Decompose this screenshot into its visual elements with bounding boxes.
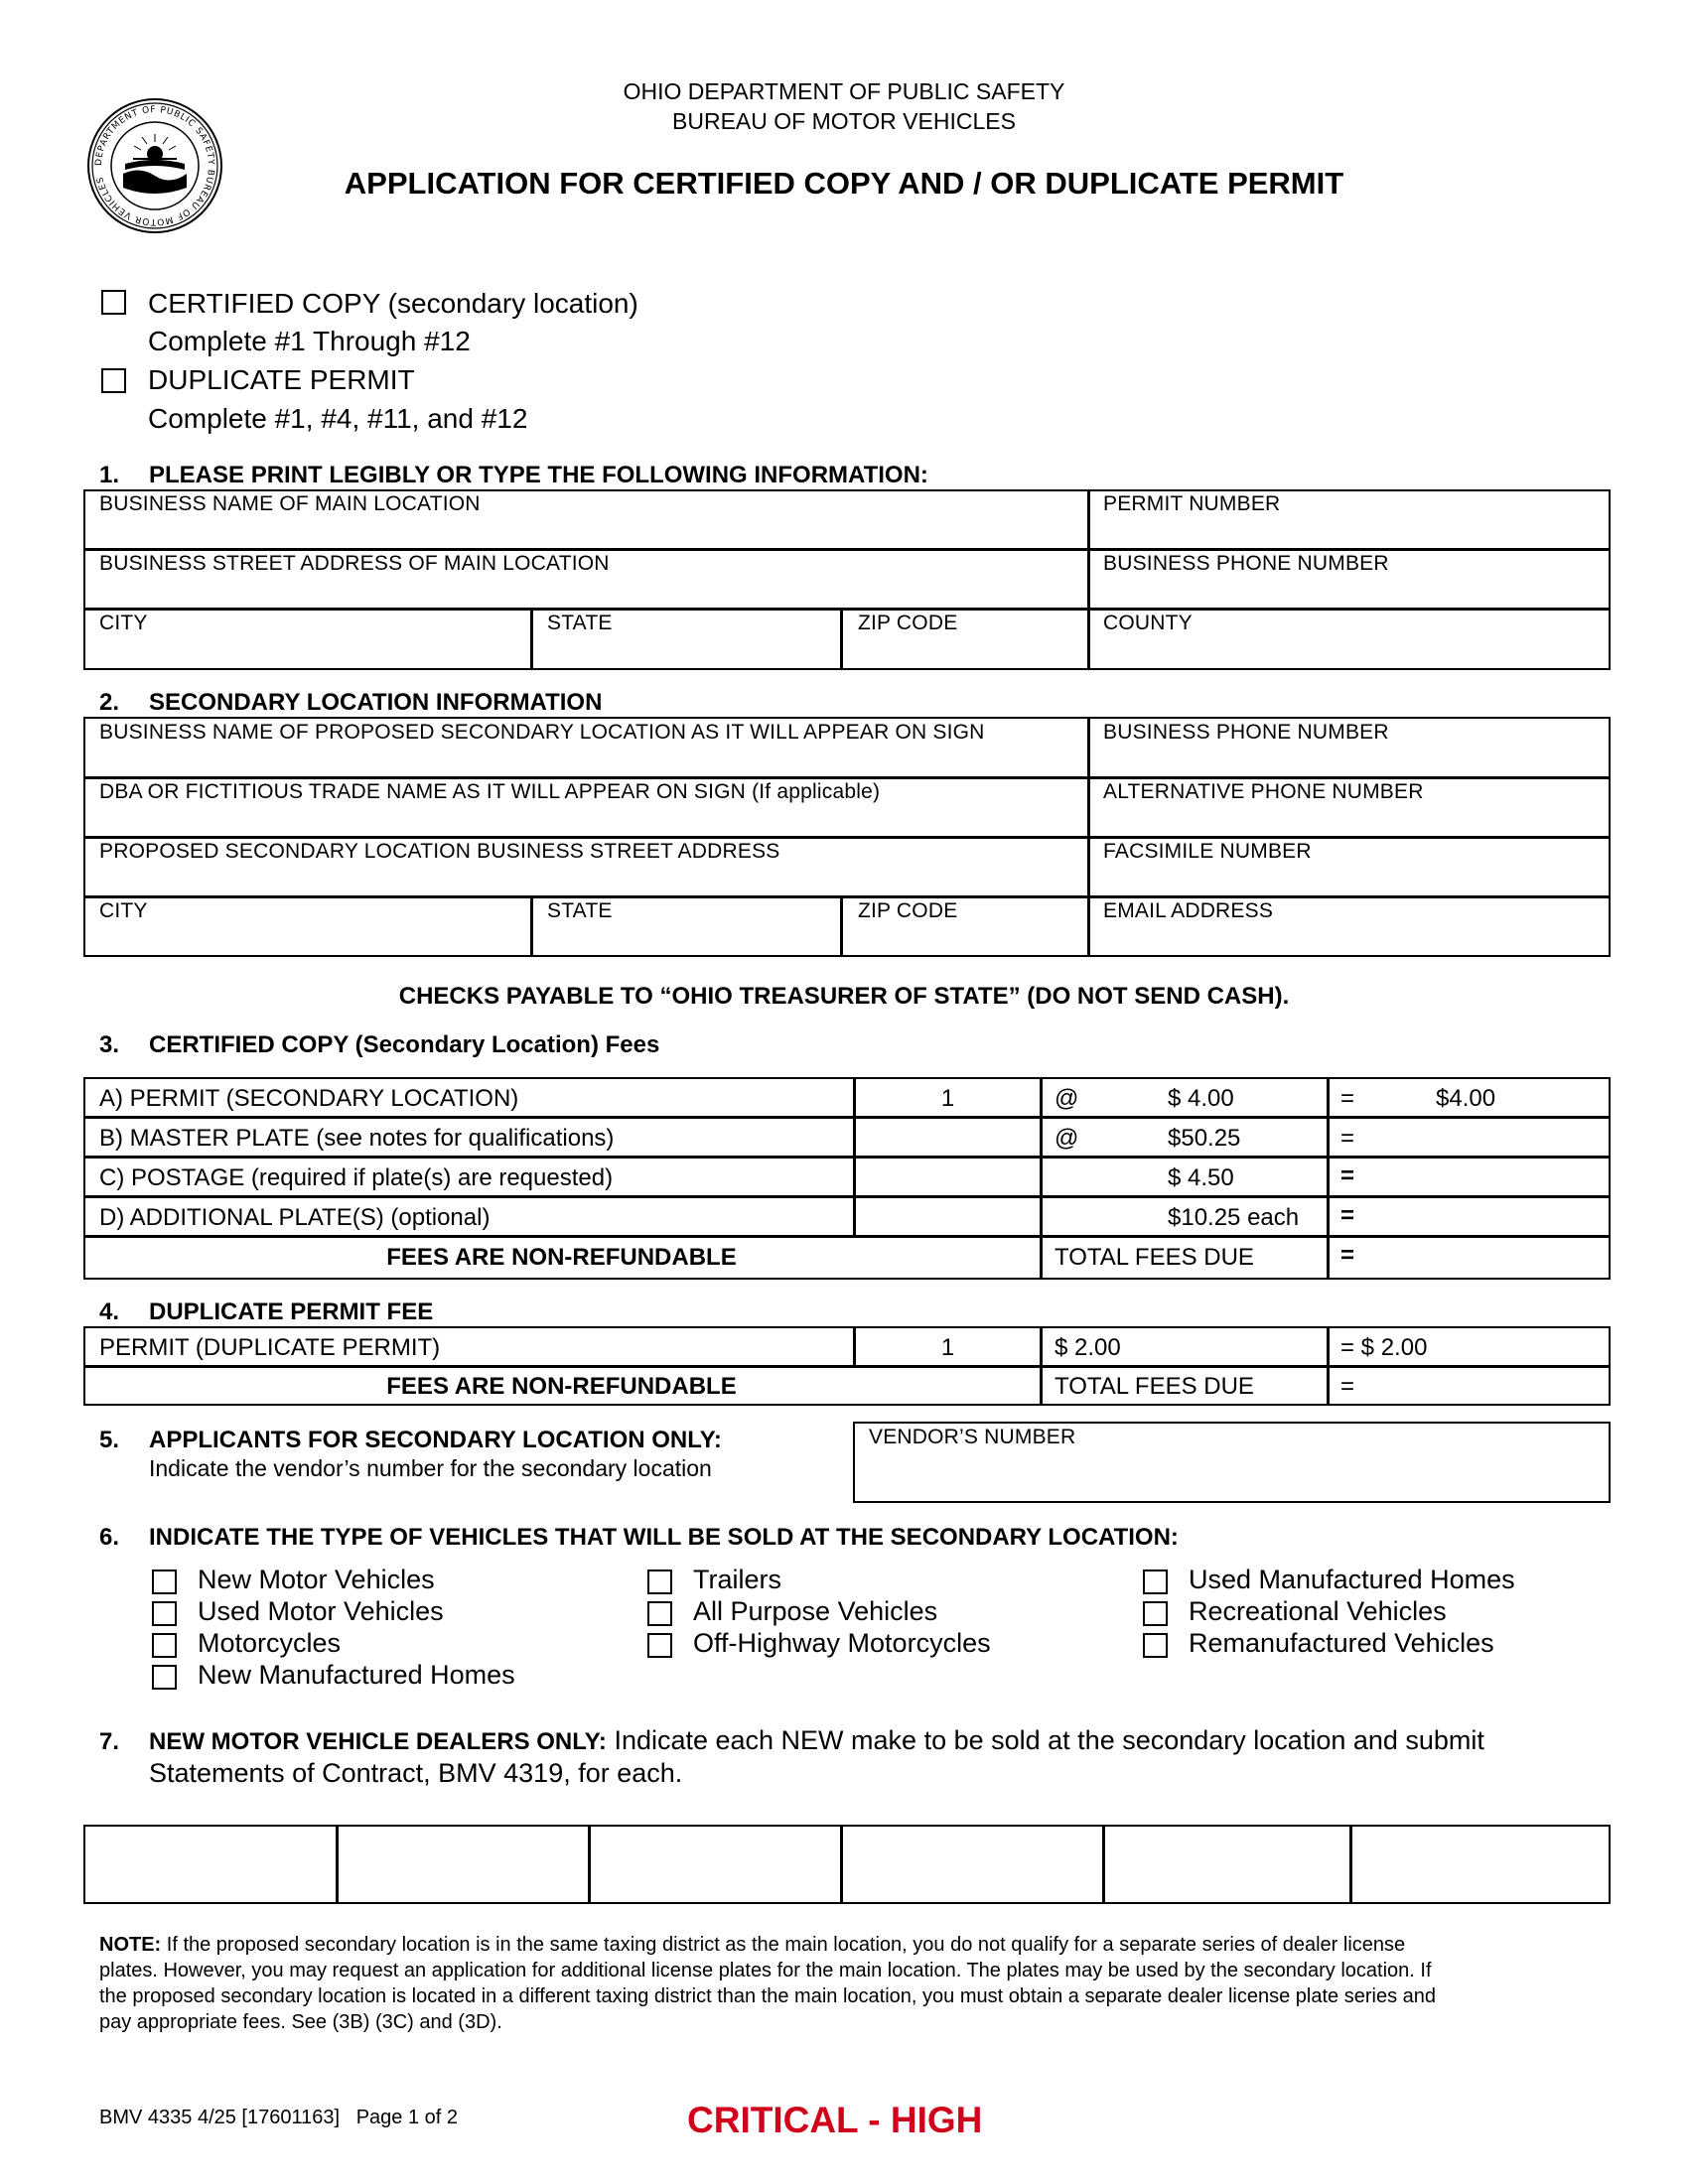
vehicle-label-remanufactured: Remanufactured Vehicles	[1189, 1628, 1494, 1658]
section-3-total-eq: =	[1340, 1242, 1355, 1269]
section-7-heading: 7. NEW MOTOR VEHICLE DEALERS ONLY: Indicate each NEW make to be sold at the secondary location and submit	[99, 1725, 1484, 1755]
section-3-total-label: TOTAL FEES DUE	[1055, 1244, 1254, 1271]
fee-row-b-price: $50.25	[1168, 1125, 1241, 1152]
fee-row-a-qty[interactable]: 1	[940, 1085, 955, 1112]
vehicle-checkbox-used-motor[interactable]	[152, 1601, 177, 1626]
vehicle-label-new-motor: New Motor Vehicles	[198, 1565, 435, 1594]
section-6-heading: 6. INDICATE THE TYPE OF VEHICLES THAT WILL BE SOLD AT THE SECONDARY LOCATION:	[99, 1524, 1179, 1551]
vehicle-label-new-manufactured-homes: New Manufactured Homes	[198, 1660, 515, 1690]
main-zip-field[interactable]: ZIP CODE	[858, 612, 958, 634]
certified-copy-label: CERTIFIED COPY (secondary location)	[148, 288, 638, 319]
bureau-name: BUREAU OF MOTOR VEHICLES	[672, 108, 1016, 134]
priority-stamp: CRITICAL - HIGH	[687, 2100, 983, 2140]
form-title: APPLICATION FOR CERTIFIED COPY AND / OR DUPLICATE PERMIT	[344, 166, 1344, 201]
section-3-heading: 3. CERTIFIED COPY (Secondary Location) Fees	[99, 1031, 660, 1058]
duplicate-permit-label: DUPLICATE PERMIT	[148, 364, 415, 395]
secondary-business-name-field[interactable]: BUSINESS NAME OF PROPOSED SECONDARY LOCATION AS IT WILL APPEAR ON SIGN	[99, 721, 985, 744]
vehicle-checkbox-trailers[interactable]	[647, 1570, 672, 1594]
main-business-name-field[interactable]: BUSINESS NAME OF MAIN LOCATION	[99, 492, 481, 515]
main-street-address-field[interactable]: BUSINESS STREET ADDRESS OF MAIN LOCATION	[99, 552, 610, 575]
main-county-field[interactable]: COUNTY	[1103, 612, 1193, 634]
section-4-nonrefundable: FEES ARE NON-REFUNDABLE	[386, 1373, 737, 1400]
vehicle-label-off-highway: Off-Highway Motorcycles	[693, 1628, 991, 1658]
duplicate-fee-price: $ 2.00	[1055, 1334, 1121, 1361]
secondary-street-address-field[interactable]: PROPOSED SECONDARY LOCATION BUSINESS STREET ADDRESS	[99, 840, 780, 863]
section-4-total-label: TOTAL FEES DUE	[1055, 1373, 1254, 1400]
page-number: Page 1 of 2	[355, 2107, 459, 2128]
section-5-instructions: Indicate the vendor’s number for the secondary location	[149, 1455, 712, 1481]
fee-row-b-at: @	[1055, 1125, 1079, 1152]
make-cell-5[interactable]	[1105, 1828, 1348, 1901]
secondary-state-field[interactable]: STATE	[547, 899, 613, 922]
checks-payable-note: CHECKS PAYABLE TO “OHIO TREASURER OF STATE” (DO NOT SEND CASH).	[398, 983, 1290, 1010]
fee-row-a-price: $ 4.00	[1168, 1085, 1234, 1112]
section-1-heading: 1. PLEASE PRINT LEGIBLY OR TYPE THE FOLLOWING INFORMATION:	[99, 462, 928, 488]
vehicle-checkbox-off-highway[interactable]	[647, 1633, 672, 1658]
section-4-total-eq: =	[1340, 1373, 1355, 1400]
fee-row-c-item: C) POSTAGE (required if plate(s) are requested)	[99, 1164, 614, 1191]
fee-row-a-at: @	[1055, 1085, 1079, 1112]
secondary-city-field[interactable]: CITY	[99, 899, 148, 922]
vehicle-checkbox-all-purpose[interactable]	[647, 1601, 672, 1626]
secondary-phone-field[interactable]: BUSINESS PHONE NUMBER	[1103, 721, 1389, 744]
fee-row-d-price: $10.25 each	[1168, 1204, 1300, 1231]
section-4-heading: 4. DUPLICATE PERMIT FEE	[99, 1298, 434, 1325]
department-name: OHIO DEPARTMENT OF PUBLIC SAFETY	[623, 78, 1065, 104]
vehicle-label-motorcycles: Motorcycles	[198, 1628, 342, 1658]
main-state-field[interactable]: STATE	[547, 612, 613, 634]
vehicle-checkbox-new-motor[interactable]	[152, 1570, 177, 1594]
vendor-number-label: VENDOR’S NUMBER	[869, 1426, 1076, 1448]
fee-row-c-eq: =	[1340, 1162, 1355, 1189]
fee-row-a-item: A) PERMIT (SECONDARY LOCATION)	[99, 1085, 519, 1112]
vehicle-label-recreational: Recreational Vehicles	[1189, 1596, 1447, 1626]
vehicle-checkbox-recreational[interactable]	[1143, 1601, 1168, 1626]
facsimile-field[interactable]: FACSIMILE NUMBER	[1103, 840, 1312, 863]
certified-copy-checkbox[interactable]	[101, 290, 126, 315]
duplicate-permit-instructions: Complete #1, #4, #11, and #12	[148, 403, 528, 434]
vehicle-label-trailers: Trailers	[693, 1565, 782, 1594]
alternative-phone-field[interactable]: ALTERNATIVE PHONE NUMBER	[1103, 780, 1424, 803]
fee-row-c-price: $ 4.50	[1168, 1164, 1234, 1191]
fee-row-d-item: D) ADDITIONAL PLATE(S) (optional)	[99, 1204, 491, 1231]
duplicate-fee-item: PERMIT (DUPLICATE PERMIT)	[99, 1334, 441, 1361]
secondary-zip-field[interactable]: ZIP CODE	[858, 899, 958, 922]
fee-row-a-total[interactable]: $4.00	[1436, 1085, 1496, 1112]
fee-row-b-eq: =	[1340, 1125, 1355, 1152]
fee-row-b-item: B) MASTER PLATE (see notes for qualifications)	[99, 1125, 615, 1152]
vehicle-label-all-purpose: All Purpose Vehicles	[693, 1596, 938, 1626]
make-cell-2[interactable]	[339, 1828, 587, 1901]
main-phone-field[interactable]: BUSINESS PHONE NUMBER	[1103, 552, 1389, 575]
certified-copy-instructions: Complete #1 Through #12	[148, 326, 471, 356]
make-cell-4[interactable]	[843, 1828, 1101, 1901]
vehicle-label-used-manufactured-homes: Used Manufactured Homes	[1189, 1565, 1515, 1594]
vehicle-label-used-motor: Used Motor Vehicles	[198, 1596, 444, 1626]
fee-row-a-eq: =	[1340, 1085, 1355, 1112]
section-5-heading: 5. APPLICANTS FOR SECONDARY LOCATION ONLY:	[99, 1427, 722, 1453]
note-paragraph: NOTE: If the proposed secondary location is in the same taxing district as the main location, you do not qualify for a separate series of dealer license plates. However, you may request an application for additional license plates for the main location. The plates may be used by the secondary location. If the proposed secondary location is located in a different taxing district than the main location, you must obtain a separate dealer license plate series and pay appropriate fees. See (3B) (3C) and (3D).	[99, 1934, 1436, 2033]
duplicate-fee-qty[interactable]: 1	[940, 1334, 955, 1361]
section-3-nonrefundable: FEES ARE NON-REFUNDABLE	[386, 1244, 737, 1271]
email-field[interactable]: EMAIL ADDRESS	[1103, 899, 1274, 922]
section-1-table	[83, 489, 1611, 670]
permit-number-field[interactable]: PERMIT NUMBER	[1103, 492, 1281, 515]
duplicate-permit-checkbox[interactable]	[101, 368, 126, 393]
section-2-heading: 2. SECONDARY LOCATION INFORMATION	[99, 689, 603, 716]
make-cell-6[interactable]	[1352, 1828, 1609, 1901]
main-city-field[interactable]: CITY	[99, 612, 148, 634]
form-id: BMV 4335 4/25 [17601163] Page 1 of 2	[99, 2107, 459, 2128]
vehicle-checkbox-motorcycles[interactable]	[152, 1633, 177, 1658]
svg-text:DEPARTMENT OF PUBLIC SAFETY BU: DEPARTMENT OF PUBLIC SAFETY BUREAU OF MOTOR VEHICLES	[93, 104, 216, 227]
section-7-text: Statements of Contract, BMV 4319, for each.	[149, 1758, 683, 1788]
make-cell-3[interactable]	[591, 1828, 839, 1901]
dba-name-field[interactable]: DBA OR FICTITIOUS TRADE NAME AS IT WILL APPEAR ON SIGN (If applicable)	[99, 780, 881, 803]
make-cell-1[interactable]	[86, 1828, 335, 1901]
vehicle-checkbox-remanufactured[interactable]	[1143, 1633, 1168, 1658]
fee-row-d-eq: =	[1340, 1202, 1355, 1229]
vehicle-checkbox-used-manufactured-homes[interactable]	[1143, 1570, 1168, 1594]
duplicate-fee-total[interactable]: = $ 2.00	[1340, 1334, 1428, 1361]
vehicle-checkbox-new-manufactured-homes[interactable]	[152, 1665, 177, 1690]
